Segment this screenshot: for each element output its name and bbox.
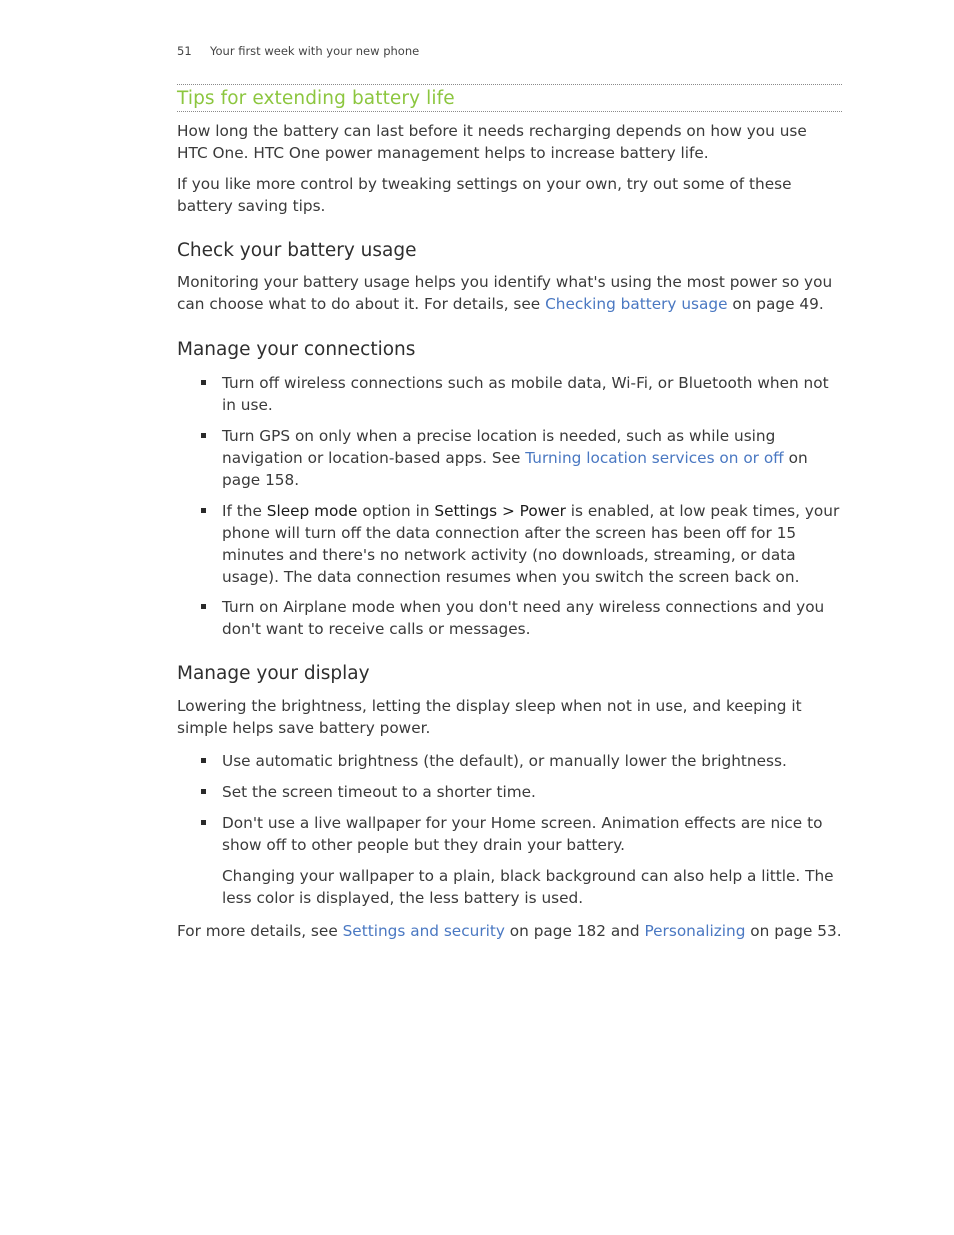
more-details-middle: on page 182 and [504,922,645,940]
settings-power-label: Settings > Power [434,502,566,520]
intro-text-1: How long the battery can last before it needs recharging depends on how you use HTC One. HTC One power management helps to increase battery life. [177,122,807,162]
more-details-before: For more details, see [177,922,343,940]
usage-paragraph [177,271,842,315]
more-details-after: on page 53. [745,922,842,940]
more-details-text [177,920,842,942]
list-item [177,812,842,856]
personalizing-link[interactable]: Personalizing [644,922,746,940]
connections-heading-block [177,338,842,362]
turning-location-services-link[interactable]: Turning location services on or off [525,449,784,467]
list-item [177,425,842,491]
section-title: Tips for extending battery life [177,88,455,109]
usage-text-after: on page 49. [727,295,824,313]
running-header [177,44,419,58]
section-title-bar [177,84,842,112]
display-intro: Lowering the brightness, letting the display sleep when not in use, and keeping it simple helps save battery power. [177,697,802,737]
list-item [177,750,842,772]
connections-heading: Manage your connections [177,339,416,360]
intro-paragraph-2 [177,173,842,217]
connections-item-4: Turn on Airplane mode when you don't need any wireless connections and you don't want to receive calls or messages. [222,598,825,638]
connections-item-3-part: is enabled, at low peak times, your phone will turn off the data connection after the screen has been off for 15 minutes and there's no network activity (no downloads, streaming, or data usage). The data connection resumes when you switch the screen back on. [222,502,840,586]
display-list-3 [177,812,842,856]
intro-paragraph-1 [177,120,842,164]
usage-heading-block [177,239,842,263]
connections-list-3 [177,500,842,588]
page-number: 51 [177,44,192,58]
list-item [177,372,842,416]
connections-item-1: Turn off wireless connections such as mobile data, Wi-Fi, or Bluetooth when not in use. [222,374,829,414]
display-heading: Manage your display [177,663,370,684]
checking-battery-usage-link[interactable]: Checking battery usage [545,295,728,313]
list-item [177,596,842,640]
list-item [177,781,842,803]
display-list-2 [177,781,842,803]
chapter-title: Your first week with your new phone [210,44,420,58]
connections-item-3-part: option in [357,502,435,520]
usage-heading: Check your battery usage [177,240,417,261]
connections-item-3-part: If the [222,502,267,520]
sleep-mode-label: Sleep mode [266,502,358,520]
display-item-3: Don't use a live wallpaper for your Home screen. Animation effects are nice to show off to other people but they drain your battery. [222,814,823,854]
display-heading-block [177,662,842,686]
usage-text [177,271,842,315]
connections-list-4 [177,596,842,640]
settings-and-security-link[interactable]: Settings and security [342,922,505,940]
display-intro-paragraph [177,695,842,739]
display-item-1: Use automatic brightness (the default), or manually lower the brightness. [222,752,787,770]
display-list-1 [177,750,842,772]
connections-item-2-after: on page 158. [222,449,808,489]
intro-text-2: If you like more control by tweaking settings on your own, try out some of these battery saving tips. [177,175,792,215]
connections-list-2 [177,425,842,491]
list-item [177,500,842,588]
connections-list [177,372,842,416]
connections-item-2-before: Turn GPS on only when a precise location is needed, such as while using navigation or location-based apps. See [222,427,776,467]
display-note-paragraph [222,865,842,909]
display-item-2: Set the screen timeout to a shorter time. [222,783,536,801]
display-note: Changing your wallpaper to a plain, black background can also help a little. The less color is displayed, the less battery is used. [222,867,834,907]
usage-text-before: Monitoring your battery usage helps you identify what's using the most power so you can choose what to do about it. For details, see [177,273,833,313]
more-details-paragraph [177,920,842,942]
